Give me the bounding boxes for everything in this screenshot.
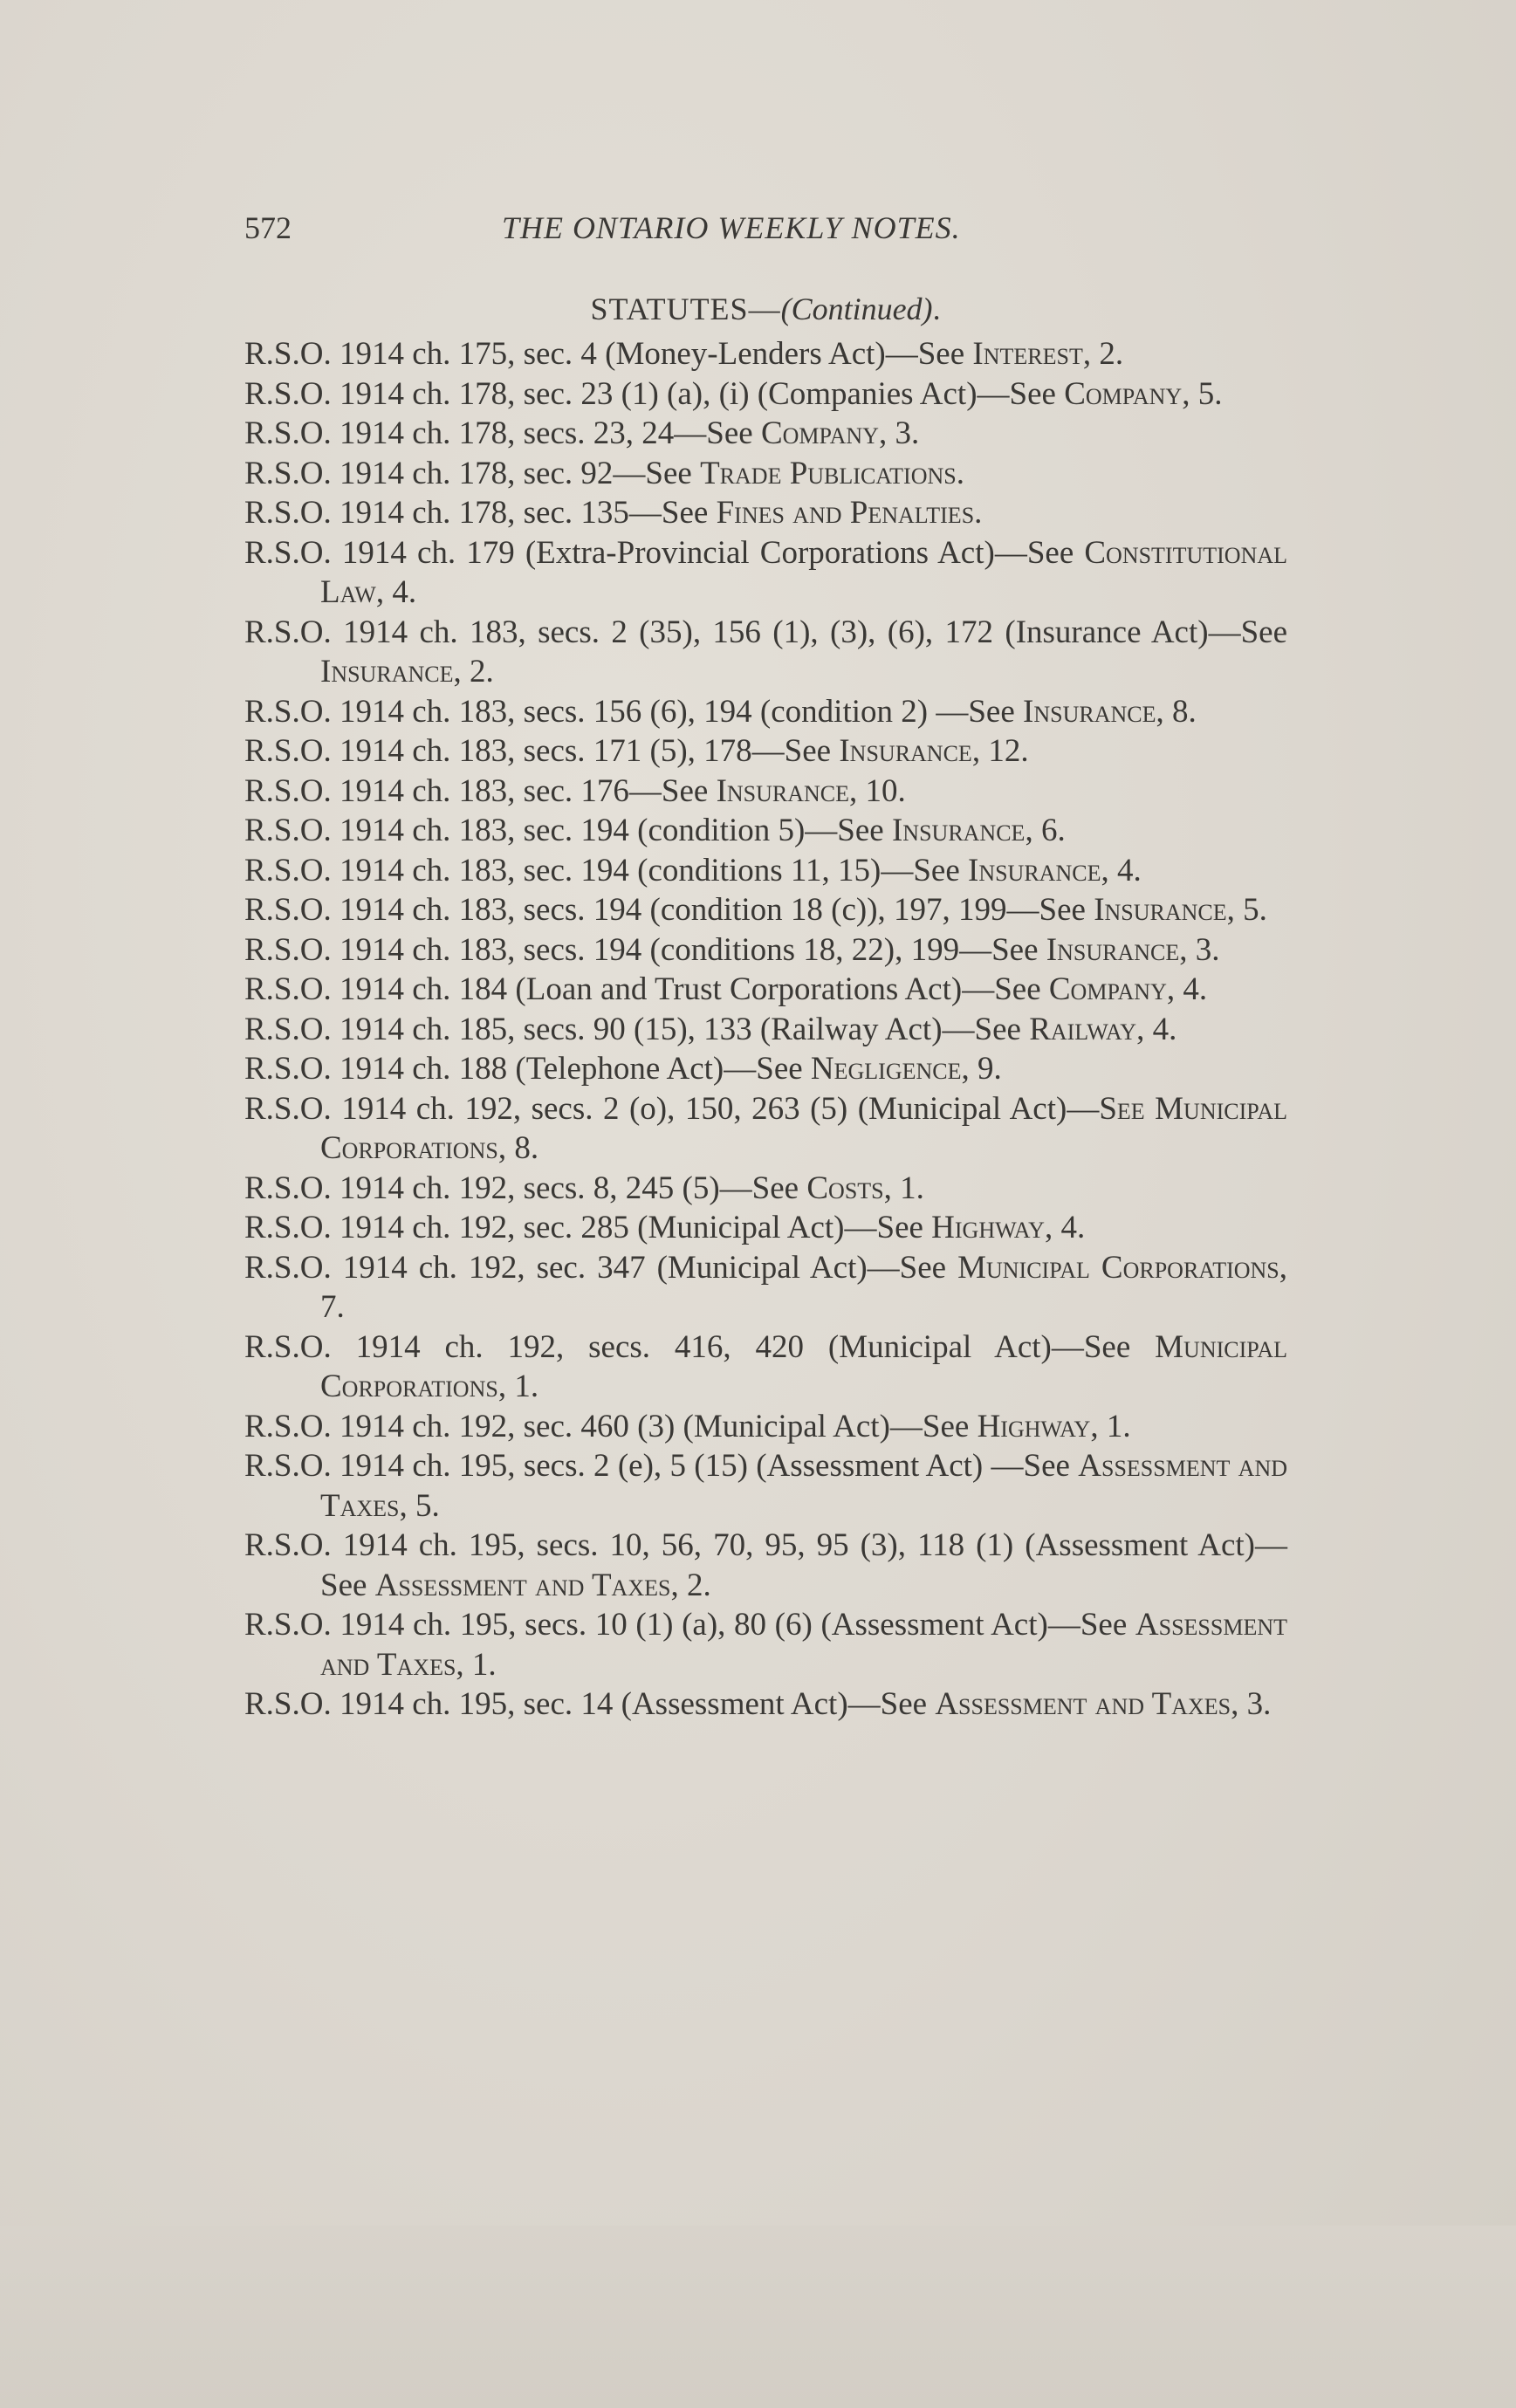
entry-citation: R.S.O. 1914 ch. 183, sec. 194 (conditions 11, 15)—See	[244, 852, 968, 888]
entry-cross-reference: See Municipal Corporations	[320, 1090, 1288, 1166]
statute-entry	[244, 1208, 1287, 1248]
entry-reference-number: , 4.	[1166, 971, 1208, 1007]
page-number: 572	[244, 210, 292, 245]
statute-entry	[244, 334, 1287, 374]
entry-cross-reference: Insurance	[320, 654, 454, 689]
statute-entry	[244, 731, 1287, 772]
statute-entry	[244, 374, 1287, 415]
entry-cross-reference: Insurance	[839, 733, 972, 769]
statute-entry	[244, 454, 1287, 494]
entry-reference-number: , 4.	[1044, 1210, 1086, 1245]
statute-entry	[244, 811, 1287, 851]
entry-cross-reference: Highway	[977, 1408, 1091, 1444]
entry-citation: R.S.O. 1914 ch. 192, sec. 347 (Municipal Act)—See	[244, 1249, 958, 1286]
entry-citation: R.S.O. 1914 ch. 195, secs. 2 (e), 5 (15) (Assessment Act) —See	[244, 1448, 1079, 1484]
statute-entry	[244, 930, 1287, 971]
entry-cross-reference: Interest	[972, 336, 1083, 372]
entry-citation: R.S.O. 1914 ch. 183, secs. 194 (conditions 18, 22), 199—See	[244, 931, 1046, 968]
statute-entry	[244, 851, 1287, 891]
entry-cross-reference: Highway	[931, 1210, 1045, 1245]
entry-cross-reference: Insurance	[1023, 693, 1156, 730]
entry-reference-number: , 4.	[375, 574, 417, 610]
entry-reference-number: , 12.	[971, 733, 1029, 769]
entry-reference-number: , 5.	[1226, 892, 1267, 928]
entry-cross-reference: Railway	[1029, 1011, 1137, 1047]
statute-entry	[244, 414, 1287, 454]
statute-entry	[244, 1248, 1287, 1327]
entry-reference-number: , 2.	[670, 1567, 711, 1603]
entry-reference-number: , 3.	[1179, 931, 1220, 968]
statute-entry	[244, 1446, 1287, 1526]
entry-citation: R.S.O. 1914 ch. 178, sec. 135—See	[244, 495, 717, 531]
entry-citation: R.S.O. 1914 ch. 183, secs. 171 (5), 178—See	[244, 733, 840, 769]
entry-cross-reference: Insurance	[891, 813, 1026, 848]
statute-entry	[244, 970, 1287, 1010]
entry-cross-reference: Company	[760, 415, 879, 451]
page-bottom-margin	[0, 2226, 1516, 2408]
entry-reference-number: , 4.	[1101, 852, 1142, 888]
statute-entry	[244, 533, 1287, 613]
entry-cross-reference: Assessment and Taxes	[935, 1686, 1231, 1722]
statute-entry	[244, 890, 1287, 930]
running-title: THE ONTARIO WEEKLY NOTES.	[502, 210, 961, 245]
entry-cross-reference: Company	[1064, 375, 1183, 412]
entry-cross-reference: Assessment and Taxes	[320, 1448, 1287, 1524]
entry-cross-reference: Constitutional Law	[320, 534, 1287, 610]
entry-reference-number: , 7.	[320, 1249, 1287, 1325]
entry-citation: R.S.O. 1914 ch. 185, secs. 90 (15), 133 (Railway Act)—See	[244, 1011, 1030, 1047]
page-header	[244, 209, 1287, 253]
entry-reference-number: , 9.	[961, 1051, 1002, 1087]
entry-reference-number: , 1.	[1090, 1408, 1131, 1444]
statute-entry	[244, 1526, 1287, 1605]
entry-reference-number: , 8.	[497, 1130, 539, 1166]
statute-entry	[244, 1089, 1287, 1169]
entry-reference-number: , 1.	[497, 1369, 539, 1404]
section-title	[244, 291, 1287, 327]
entry-cross-reference: Insurance	[1046, 931, 1180, 968]
entry-reference-number: .	[956, 455, 964, 491]
statute-entry	[244, 1049, 1287, 1089]
entry-reference-number: , 10.	[849, 772, 906, 809]
entry-citation: R.S.O. 1914 ch. 192, sec. 460 (3) (Municipal Act)—See	[244, 1408, 978, 1444]
statute-entry	[244, 692, 1287, 732]
entry-cross-reference: Trade Publications	[700, 455, 957, 491]
entry-citation: R.S.O. 1914 ch. 178, secs. 23, 24—See	[244, 415, 761, 451]
statute-entry	[244, 772, 1287, 812]
entry-citation: R.S.O. 1914 ch. 188 (Telephone Act)—See	[244, 1051, 811, 1087]
entry-citation: R.S.O. 1914 ch. 183, secs. 194 (condition 18 (c)), 197, 199—See	[244, 892, 1094, 928]
entry-cross-reference: Costs	[806, 1170, 884, 1206]
entry-cross-reference: Fines and Penalties	[716, 495, 975, 531]
entry-cross-reference: Assessment and Taxes	[374, 1567, 671, 1603]
entry-cross-reference: Municipal Corporations	[320, 1328, 1287, 1404]
entry-citation: R.S.O. 1914 ch. 175, sec. 4 (Money-Lenders Act)—See	[244, 336, 973, 372]
entry-cross-reference: Company	[1048, 971, 1167, 1007]
entry-citation: R.S.O. 1914 ch. 183, sec. 194 (condition 5)—See	[244, 813, 892, 848]
entry-reference-number: .	[974, 495, 983, 531]
statute-entry-list	[244, 334, 1287, 1725]
statute-entry	[244, 493, 1287, 533]
entry-reference-number: , 1.	[456, 1646, 497, 1683]
statute-entry	[244, 1169, 1287, 1209]
entry-citation: R.S.O. 1914 ch. 178, sec. 23 (1) (a), (i) (Companies Act)—See	[244, 375, 1065, 412]
statute-entry	[244, 1327, 1287, 1407]
entry-cross-reference: Insurance	[716, 772, 850, 809]
entry-cross-reference: Assessment and Taxes	[320, 1607, 1287, 1683]
entry-reference-number: , 5.	[399, 1487, 440, 1524]
entry-citation: R.S.O. 1914 ch. 183, secs. 2 (35), 156 (1), (3), (6), 172 (Insurance Act)—See	[244, 614, 1287, 650]
entry-citation: R.S.O. 1914 ch. 195, secs. 10 (1) (a), 80 (6) (Assessment Act)—See	[244, 1607, 1135, 1643]
entry-reference-number: , 8.	[1156, 693, 1197, 730]
entry-reference-number: , 5.	[1182, 375, 1223, 412]
entry-citation: R.S.O. 1914 ch. 192, sec. 285 (Municipal Act)—See	[244, 1210, 932, 1245]
entry-reference-number: , 3.	[1231, 1686, 1272, 1722]
statute-entry	[244, 1684, 1287, 1725]
section-title-continued: (Continued)	[780, 292, 933, 326]
statute-entry	[244, 1407, 1287, 1447]
entry-cross-reference: Municipal Corporations	[957, 1249, 1279, 1286]
entry-citation: R.S.O. 1914 ch. 184 (Loan and Trust Corporations Act)—See	[244, 971, 1049, 1007]
entry-citation: R.S.O. 1914 ch. 179 (Extra-Provincial Corporations Act)—See	[244, 534, 1085, 571]
entry-cross-reference: Negligence	[810, 1051, 962, 1087]
entry-citation: R.S.O. 1914 ch. 183, secs. 156 (6), 194 (condition 2) —See	[244, 693, 1024, 730]
entry-reference-number: , 6.	[1025, 813, 1066, 848]
section-title-text: STATUTES—	[590, 292, 781, 326]
entry-reference-number: , 1.	[883, 1170, 924, 1206]
entry-reference-number: , 2.	[453, 654, 494, 689]
section-title-period: .	[932, 292, 942, 326]
entry-reference-number: , 3.	[878, 415, 920, 451]
statute-entry	[244, 1605, 1287, 1684]
entry-citation: R.S.O. 1914 ch. 195, secs. 10, 56, 70, 95, 95 (3), 118 (1) (Assessment Act)—See	[244, 1527, 1287, 1603]
entry-reference-number: , 4.	[1136, 1011, 1177, 1047]
entry-citation: R.S.O. 1914 ch. 192, secs. 8, 245 (5)—See	[244, 1170, 807, 1206]
entry-citation: R.S.O. 1914 ch. 192, secs. 2 (o), 150, 263 (5) (Municipal Act)—	[244, 1090, 1100, 1127]
statute-entry	[244, 1010, 1287, 1050]
entry-reference-number: , 2.	[1082, 336, 1124, 372]
entry-citation: R.S.O. 1914 ch. 192, secs. 416, 420 (Municipal Act)—See	[244, 1328, 1156, 1365]
entry-cross-reference: Insurance	[1094, 892, 1227, 928]
entry-citation: R.S.O. 1914 ch. 183, sec. 176—See	[244, 772, 717, 809]
entry-cross-reference: Insurance	[968, 852, 1101, 888]
entry-citation: R.S.O. 1914 ch. 178, sec. 92—See	[244, 455, 701, 491]
entry-citation: R.S.O. 1914 ch. 195, sec. 14 (Assessment Act)—See	[244, 1686, 936, 1722]
statute-entry	[244, 613, 1287, 692]
